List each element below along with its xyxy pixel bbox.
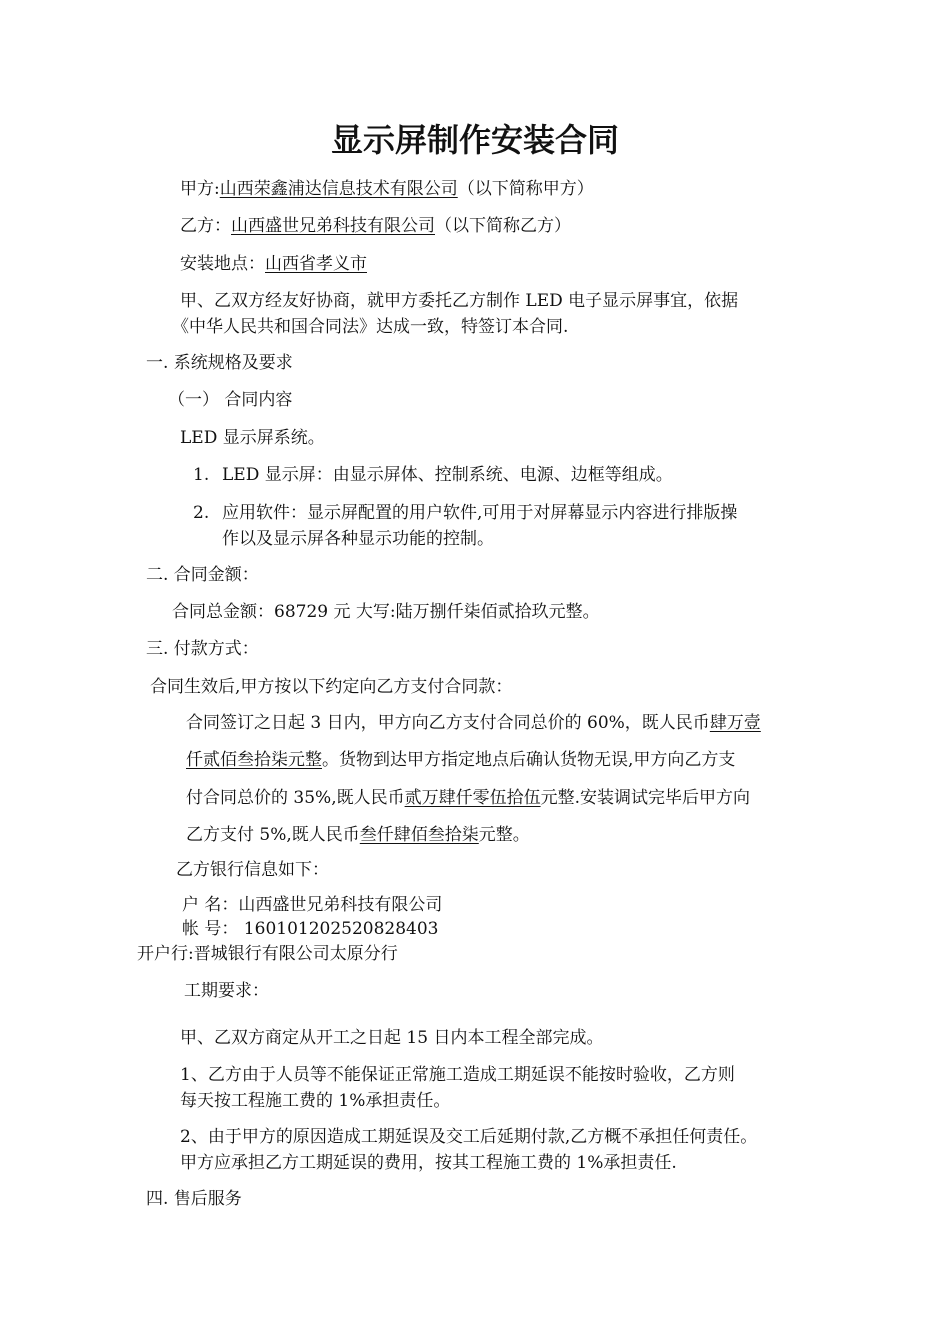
schedule-para-1-line-1: 1、乙方由于人员等不能保证正常施工造成工期延误不能按时验收，乙方则 [180, 1065, 735, 1085]
payment-text: 付合同总价的 35%,既人民币 [186, 788, 405, 808]
list-item-text: 应用软件：显示屏配置的用户软件,可用于对屏幕显示内容进行排版操 [222, 503, 738, 523]
section-1-heading: 一. 系统规格及要求 [146, 353, 293, 373]
list-item-text: LED 显示屏：由显示屏体、控制系统、电源、边框等组成。 [222, 465, 673, 485]
list-item-number: 2. [193, 503, 210, 523]
bank-account-name: 户 名：山西盛世兄弟科技有限公司 [182, 895, 443, 915]
bank-branch: 开户行:晋城银行有限公司太原分行 [137, 944, 398, 964]
schedule-para-0: 甲、乙双方商定从开工之日起 15 日内本工程全部完成。 [180, 1028, 604, 1048]
schedule-para-2-line-2: 甲方应承担乙方工期延误的费用，按其工程施工费的 1%承担责任. [180, 1153, 677, 1173]
payment-text: 元整。 [478, 825, 530, 845]
list-item [193, 464, 209, 486]
payment-text: 乙方支付 5%,既人民币 [186, 825, 360, 845]
party-b-name: 山西盛世兄弟科技有限公司 [231, 216, 435, 236]
location-line [180, 253, 367, 275]
payment-amount-35: 贰万肆仟零伍拾伍 [404, 788, 541, 808]
bank-account-number: 帐 号： 160101202520828403 [182, 919, 439, 939]
schedule-heading: 工期要求： [184, 981, 269, 1001]
payment-amount-5: 叁仟肆佰叁拾柒 [359, 825, 479, 845]
party-a-label: 甲方: [180, 179, 220, 199]
payment-amount-60: 肆万壹 [709, 713, 761, 733]
party-a-name: 山西荣鑫浦达信息技术有限公司 [219, 179, 458, 199]
contract-total-line: 合同总金额：68729 元 大写:陆万捌仟柒佰贰拾玖元整。 [172, 602, 600, 622]
party-b-label: 乙方： [180, 216, 231, 236]
payment-text: 合同签订之日起 3 日内，甲方向乙方支付合同总价的 60%，既人民币 [186, 713, 710, 733]
location-label: 安装地点： [180, 254, 265, 274]
payment-intro-line: 合同生效后,甲方按以下约定向乙方支付合同款： [150, 677, 513, 697]
payment-text: 。货物到达甲方指定地点后确认货物无误,甲方向乙方支 [322, 750, 736, 770]
intro-line-1: 甲、乙双方经友好协商，就甲方委托乙方制作 LED 电子显示屏事宜，依据 [180, 291, 739, 311]
schedule-para-1-line-2: 每天按工程施工费的 1%承担责任。 [180, 1091, 451, 1111]
bank-info-intro: 乙方银行信息如下： [176, 860, 329, 880]
led-system-line: LED 显示屏系统。 [180, 428, 325, 448]
payment-amount-60-cont: 仟贰佰叁拾柒元整 [186, 750, 322, 770]
payment-line-1 [186, 712, 761, 734]
party-b-suffix: （以下简称乙方） [435, 216, 571, 236]
section-4-heading: 四. 售后服务 [146, 1189, 242, 1209]
party-b-line [180, 215, 571, 237]
section-1-subheading: （一） 合同内容 [168, 390, 293, 410]
party-a-suffix: （以下简称甲方） [457, 179, 594, 199]
list-item-number: 1. [193, 465, 210, 485]
schedule-para-2-line-1: 2、由于甲方的原因造成工期延误及交工后延期付款,乙方概不承担任何责任。 [180, 1127, 758, 1147]
intro-line-2: 《中华人民共和国合同法》达成一致，特签订本合同. [172, 317, 569, 337]
list-item-text-continued: 作以及显示屏各种显示功能的控制。 [222, 529, 494, 549]
section-2-heading: 二. 合同金额： [146, 565, 259, 585]
payment-line-3 [186, 787, 750, 809]
list-item [193, 502, 209, 524]
payment-line-2 [186, 749, 735, 771]
location-value: 山西省孝义市 [265, 254, 367, 274]
payment-text: 元整.安装调试完毕后甲方向 [540, 788, 750, 808]
section-3-heading: 三. 付款方式： [146, 639, 259, 659]
document-title: 显示屏制作安装合同 [330, 121, 619, 159]
party-a-line [180, 178, 594, 200]
payment-line-4 [186, 824, 530, 846]
